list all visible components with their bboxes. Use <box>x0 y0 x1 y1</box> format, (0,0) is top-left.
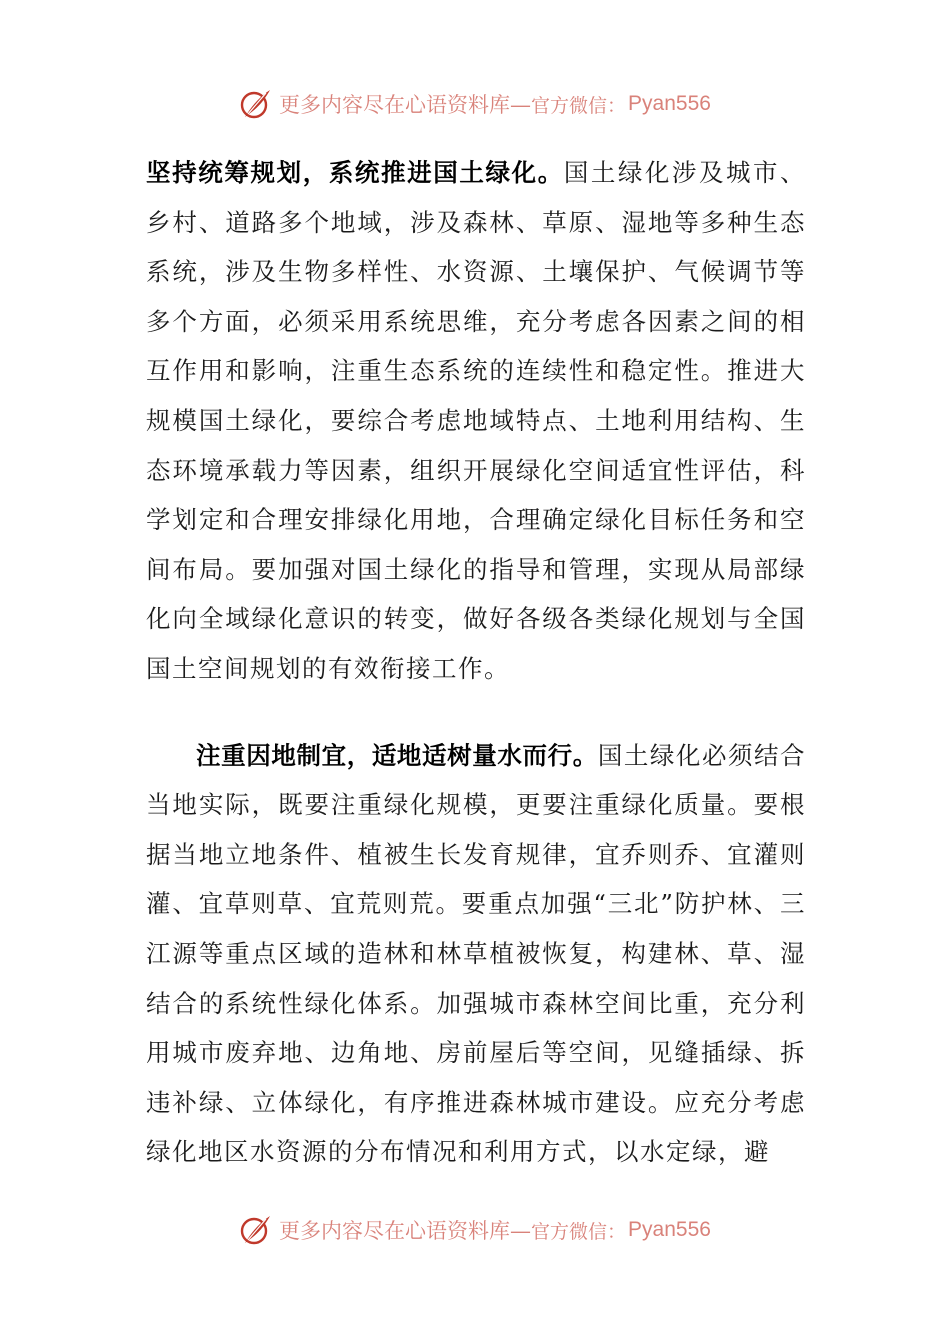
watermark-banner-bottom <box>0 1210 950 1250</box>
watermark-text: 更多内容尽在心语资料库— <box>279 93 532 117</box>
wechat-id: Pyan556 <box>628 1218 711 1241</box>
feather-pen-logo-icon <box>239 1213 273 1247</box>
document-body <box>146 148 806 1177</box>
paragraph <box>146 148 806 694</box>
wechat-label: 官方微信： <box>531 94 627 117</box>
watermark-banner-top <box>0 84 950 124</box>
wechat-id: Pyan556 <box>628 92 711 115</box>
paragraph <box>146 731 806 1177</box>
paragraph-body: 国土绿化必须结合当地实际，既要注重绿化规模，更要注重绿化质量。要根据当地立地条件、植被生长发育规律，宜乔则乔、宜灌则灌、宜草则草、宜荒则荒。要重点加强“三北”防护林、三江源等重点区域的造林和林草植被恢复，构建林、草、湿结合的系统性绿化体系。加强城市森林空间比重，充分利用城市废弃地、边角地、房前屋后等空间，见缝插绿、拆违补绿、立体绿化，有序推进森林城市建设。应充分考虑绿化地区水资源的分布情况和利用方式，以水定绿，避 <box>146 740 806 1167</box>
paragraph-heading: 注重因地制宜，适地适树量水而行。 <box>196 740 598 770</box>
paragraph-heading: 坚持统筹规划，系统推进国土绿化。 <box>146 158 564 187</box>
feather-pen-logo-icon <box>239 87 273 121</box>
paragraph-body: 国土绿化涉及城市、乡村、道路多个地域，涉及森林、草原、湿地等多种生态系统，涉及生物多样性、水资源、土壤保护、气候调节等多个方面，必须采用系统思维，充分考虑各因素之间的相互作用和影响，注重生态系统的连续性和稳定性。推进大规模国土绿化，要综合考虑地域特点、土地利用结构、生态环境承载力等因素，组织开展绿化空间适宜性评估，科学划定和合理安排绿化用地，合理确定绿化目标任务和空间布局。要加强对国土绿化的指导和管理，实现从局部绿化向全域绿化意识的转变，做好各级各类绿化规划与全国国土空间规划的有效衔接工作。 <box>146 158 806 683</box>
wechat-label: 官方微信： <box>531 1220 627 1243</box>
watermark-text: 更多内容尽在心语资料库— <box>279 1219 532 1243</box>
